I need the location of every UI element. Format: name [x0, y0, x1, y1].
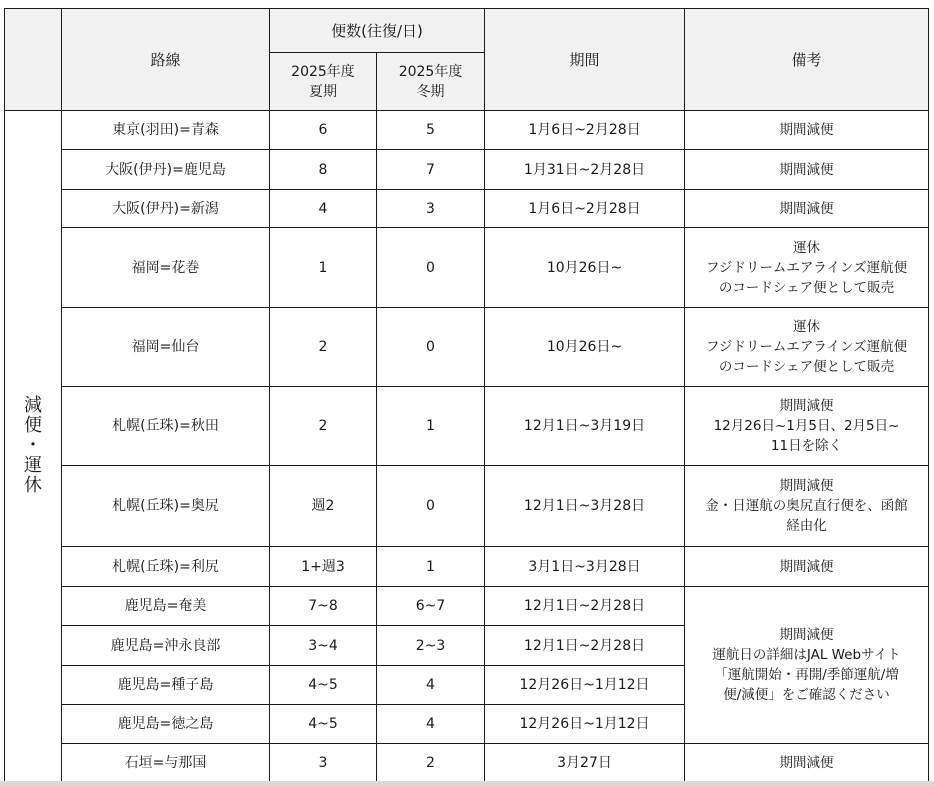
remarks-cell	[685, 308, 929, 387]
category-char: 減	[24, 395, 42, 416]
category-cell	[5, 111, 62, 782]
category-char: 便	[24, 415, 42, 436]
remarks-line: 期間減便	[779, 754, 834, 771]
remarks-line: 12月26日~1月5日、2月5日~	[713, 418, 900, 434]
winter-cell: 0	[377, 466, 485, 547]
header-winter-line1: 2025年度	[398, 63, 463, 80]
route-cell: 石垣=与那国	[62, 744, 270, 782]
period-cell: 12月1日~3月28日	[485, 466, 685, 547]
category-char: 休	[24, 475, 42, 496]
header-flights: 便数(往復/日)	[270, 9, 485, 53]
remarks-cell	[685, 466, 929, 547]
table-row	[5, 547, 929, 587]
remarks-line: 運航日の詳細はJAL Webサイト	[712, 647, 901, 663]
winter-cell: 3	[377, 190, 485, 228]
route-cell: 大阪(伊丹)=新潟	[62, 190, 270, 228]
winter-cell: 0	[377, 308, 485, 387]
summer-cell: 2	[270, 308, 377, 387]
winter-cell: 0	[377, 228, 485, 308]
header-corner	[5, 9, 62, 111]
remarks-line: 金・日運航の奥尻直行便を、函館	[705, 498, 908, 514]
summer-cell: 6	[270, 111, 377, 150]
remarks-line: のコードシェア便として販売	[718, 279, 895, 296]
category-char: ・	[24, 435, 42, 456]
table-row	[5, 466, 929, 547]
route-cell: 東京(羽田)=青森	[62, 111, 270, 150]
period-cell: 3月1日~3月28日	[485, 547, 685, 587]
header-winter-line2: 冬期	[416, 83, 445, 100]
route-cell: 札幌(丘珠)=秋田	[62, 387, 270, 466]
remarks-line: のコードシェア便として販売	[718, 359, 895, 375]
winter-cell: 4	[377, 705, 485, 744]
winter-cell: 7	[377, 150, 485, 190]
table-row	[5, 150, 929, 190]
header-remarks: 備考	[685, 9, 929, 111]
table-row	[5, 387, 929, 466]
period-cell: 1月31日~2月28日	[485, 150, 685, 190]
table-row	[5, 587, 929, 626]
route-cell: 鹿児島=奄美	[62, 587, 270, 626]
winter-cell: 1	[377, 387, 485, 466]
remarks-line: 期間減便	[779, 161, 834, 178]
schedule-table	[4, 8, 929, 782]
route-cell: 鹿児島=徳之島	[62, 705, 270, 744]
summer-cell: 3	[270, 744, 377, 782]
header-summer	[270, 53, 377, 111]
header-route: 路線	[62, 9, 270, 111]
remarks-cell	[685, 387, 929, 466]
period-cell: 12月1日~2月28日	[485, 587, 685, 626]
remarks-line: 運休	[793, 319, 821, 335]
header-winter	[377, 53, 485, 111]
table-row	[5, 111, 929, 150]
remarks-line: 運休	[793, 239, 821, 256]
route-cell: 鹿児島=種子島	[62, 666, 270, 705]
remarks-cell	[685, 150, 929, 190]
remarks-cell	[685, 111, 929, 150]
remarks-cell	[685, 190, 929, 228]
route-cell: 札幌(丘珠)=利尻	[62, 547, 270, 587]
remarks-line: 経由化	[786, 518, 827, 534]
summer-cell: 週2	[270, 466, 377, 547]
category-char: 運	[24, 455, 42, 476]
remarks-line: 便/減便」をご確認ください	[723, 687, 890, 703]
table-row	[5, 228, 929, 308]
table-row	[5, 744, 929, 782]
summer-cell: 4~5	[270, 666, 377, 705]
remarks-line: 「運航開始・再開/季節運航/増	[714, 667, 899, 683]
remarks-line: 期間減便	[779, 200, 834, 217]
summer-cell: 4	[270, 190, 377, 228]
winter-cell: 2	[377, 744, 485, 782]
remarks-line: 期間減便	[779, 122, 834, 138]
summer-cell: 4~5	[270, 705, 377, 744]
remarks-line: 期間減便	[779, 627, 834, 643]
remarks-line: フジドリームエアラインズ運航便	[705, 259, 908, 276]
remarks-line: 期間減便	[779, 558, 834, 575]
route-cell: 大阪(伊丹)=鹿児島	[62, 150, 270, 190]
header-period: 期間	[485, 9, 685, 111]
remarks-line: 期間減便	[779, 478, 834, 494]
remarks-group-cell	[685, 587, 929, 744]
remarks-line: フジドリームエアラインズ運航便	[705, 339, 908, 355]
header-summer-line2: 夏期	[309, 83, 337, 100]
period-cell: 12月1日~2月28日	[485, 626, 685, 666]
period-cell: 12月1日~3月19日	[485, 387, 685, 466]
period-cell: 12月26日~1月12日	[485, 666, 685, 705]
winter-cell: 2~3	[377, 626, 485, 666]
route-cell: 福岡=花巻	[62, 228, 270, 308]
remarks-cell	[685, 228, 929, 308]
winter-cell: 1	[377, 547, 485, 587]
winter-cell: 4	[377, 666, 485, 705]
winter-cell: 6~7	[377, 587, 485, 626]
period-cell: 12月26日~1月12日	[485, 705, 685, 744]
route-cell: 福岡=仙台	[62, 308, 270, 387]
period-cell: 10月26日~	[485, 228, 685, 308]
summer-cell: 7~8	[270, 587, 377, 626]
winter-cell: 5	[377, 111, 485, 150]
table-row	[5, 190, 929, 228]
period-cell: 1月6日~2月28日	[485, 190, 685, 228]
header-summer-line1: 2025年度	[291, 63, 355, 80]
remarks-cell	[685, 547, 929, 587]
bottom-divider	[0, 781, 934, 786]
table-row	[5, 308, 929, 387]
period-cell: 10月26日~	[485, 308, 685, 387]
route-cell: 鹿児島=沖永良部	[62, 626, 270, 666]
summer-cell: 3~4	[270, 626, 377, 666]
route-cell: 札幌(丘珠)=奥尻	[62, 466, 270, 547]
summer-cell: 1+週3	[270, 547, 377, 587]
period-cell: 3月27日	[485, 744, 685, 782]
summer-cell: 2	[270, 387, 377, 466]
summer-cell: 1	[270, 228, 377, 308]
remarks-line: 期間減便	[779, 398, 834, 414]
period-cell: 1月6日~2月28日	[485, 111, 685, 150]
summer-cell: 8	[270, 150, 377, 190]
remarks-cell	[685, 744, 929, 782]
remarks-line: 11日を除く	[770, 438, 843, 454]
